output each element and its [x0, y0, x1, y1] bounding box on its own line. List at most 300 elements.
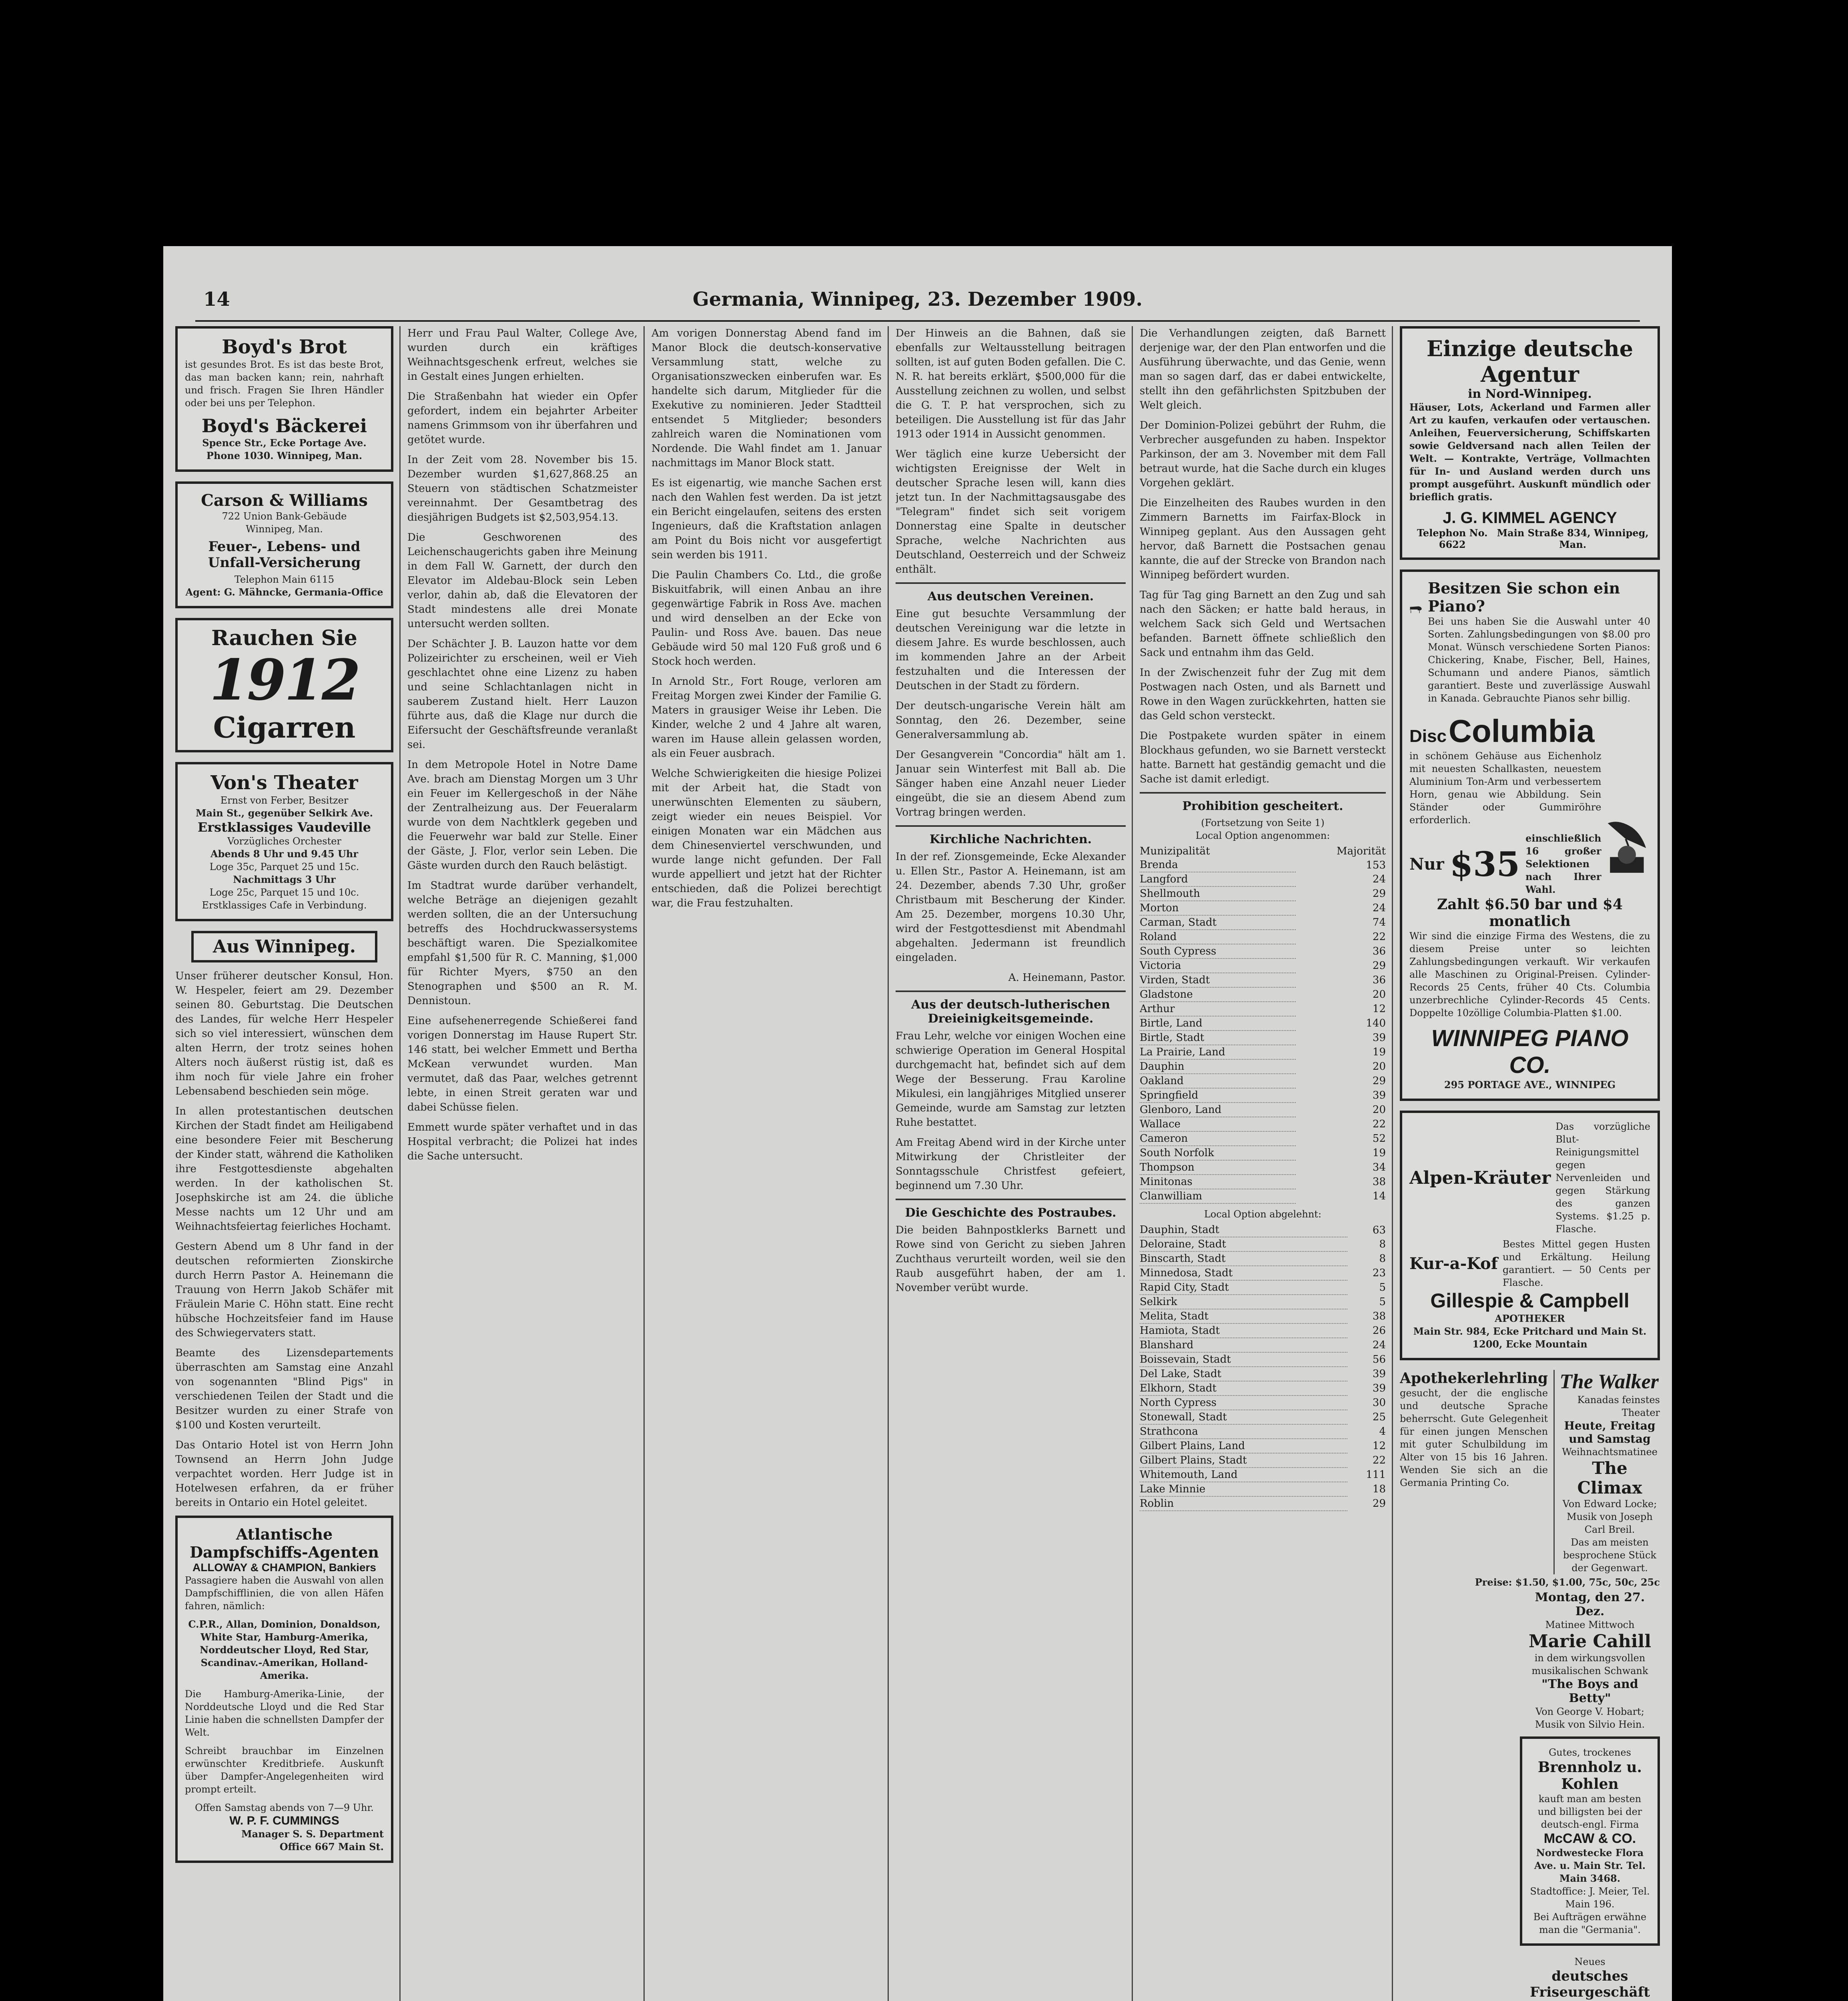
rejected-table-body: [1140, 1223, 1386, 1511]
boyd-address: Spence Str., Ecke Portage Ave.: [202, 437, 367, 449]
majority-cell: 19: [1372, 1046, 1386, 1058]
news-paragraph: Die Einzelheiten des Raubes wurden in den Zimmern Barnetts im Fairfax-Block in Winnipeg geplant. Aus den Aussagen geht hervor, daß Barnett die Postsachen genau kannte, die auf der Strecke von Brandon nach Winnipeg befördert wurden.: [1140, 497, 1386, 581]
cigar-heading: Rauchen Sie: [211, 626, 357, 650]
vons-vaudeville: Erstklassiges Vaudeville: [197, 820, 371, 835]
table-row: [1140, 1059, 1386, 1074]
majority-cell: 12: [1372, 1440, 1386, 1452]
news-paragraph: Der Dominion-Polizei gebührt der Ruhm, die Verbrecher ausgefunden zu haben. Inspektor Parkinson, der am 3. November mit dem Fall betraut wurde, hat die Sache durch ein kluges Vorgehen geklärt.: [1140, 419, 1386, 489]
column-divider: [888, 326, 889, 2001]
majority-cell: 24: [1372, 1339, 1386, 1351]
vons-matinee: Nachmittags 3 Uhr: [233, 874, 336, 885]
columbia-text-2: Wir sind die einzige Firma des Westens, die zu diesem Preise unter so leichten Zahlungsbedingungen verkauft. Wir verkaufen alle Maschinen zu Original-Preisen. Cylinder-Records 25 Cents, früher 40 Cts. Columbia unzerbrechliche Cylinder-Records 45 Cents. Doppelte 10zöllige Columbia-Platten $1.00.: [1409, 930, 1650, 1019]
table-row: [1140, 1482, 1386, 1496]
walker-author: Von Edward Locke; Musik von Joseph Carl Breil.: [1562, 1498, 1657, 1535]
majority-cell: 111: [1366, 1469, 1386, 1481]
vons-title: Von's Theater: [210, 772, 358, 794]
municipality-cell: Roland: [1140, 930, 1296, 944]
majority-cell: 8: [1379, 1238, 1386, 1250]
majority-cell: 26: [1372, 1325, 1386, 1337]
majority-cell: 22: [1372, 931, 1386, 943]
walker-program: Weihnachtsmatinee: [1562, 1446, 1658, 1458]
mccaw-ad: [1520, 1736, 1660, 1946]
adopted-table-body: [1140, 858, 1386, 1203]
municipality-cell: Springfield: [1140, 1088, 1296, 1103]
news-paragraph: Der deutsch-ungarische Verein hält am Sonntag, den 26. Dezember, seine Generalversammlung ab.: [896, 700, 1126, 741]
table-row: [1140, 1280, 1386, 1295]
table-row: [1140, 987, 1386, 1002]
table-row: [1140, 886, 1386, 901]
walker-subtitle: Kanadas feinstes Theater: [1577, 1394, 1660, 1418]
news-paragraph: In allen protestantischen deutschen Kirchen der Stadt findet am Heiligabend eine besondere Feier mit Bescherung der Kinder statt, während die Katholiken ihre Festgottesdienste abgehalten werden. In der katholischen St. Josephskirche ist am 24. die übliche Messe nachts um 12 Uhr und am Weihnachtsfeiertag feierliches Hochamt.: [175, 1105, 393, 1233]
vons-times: Abends 8 Uhr und 9.45 Uhr: [210, 848, 359, 860]
news-paragraph: Der Gesangverein "Concordia" hält am 1. Januar sein Winterfest mit Ball ab. Die Sänger haben eine Anzahl neuer Lieder eingeübt, die sie an diesem Abend zum Vortrag bringen werden.: [896, 749, 1126, 818]
cigar-label: Cigarren: [213, 710, 356, 744]
section-rule: [896, 582, 1126, 584]
vons-theater-ad: [175, 762, 393, 921]
mccaw-text: kauft man am besten und billigsten bei der deutsch-engl. Firma: [1537, 1793, 1642, 1830]
table-row: [1140, 1117, 1386, 1131]
section-rule: [896, 1199, 1126, 1200]
section-heading: Aus der deutsch-lutherischen Dreieinigkeitsgemeinde.: [911, 998, 1110, 1026]
municipality-cell: Langford: [1140, 872, 1296, 886]
municipality-cell: Birtle, Land: [1140, 1016, 1296, 1031]
walker-next-block: [1520, 1590, 1660, 1731]
municipality-cell: Cameron: [1140, 1131, 1296, 1146]
table-row: [1140, 1395, 1386, 1410]
table-row: [1140, 1189, 1386, 1203]
atl-open: Offen Samstag abends von 7—9 Uhr.: [195, 1802, 374, 1813]
majority-cell: 38: [1372, 1176, 1386, 1188]
section-heading: Die Geschichte des Postraubes.: [905, 1206, 1116, 1220]
majority-cell: 39: [1372, 1032, 1386, 1044]
prohibition-subtitle: (Fortsetzung von Seite 1): [1201, 817, 1325, 828]
news-paragraph: Beamte des Lizensdepartements überraschten am Samstag eine Anzahl von sogenannten "Blind Pigs" in verschiedenen Teilen der Stadt und die Besitzer wurden zu einer Strafe von $100 und Kosten verurteilt.: [175, 1347, 393, 1431]
news-paragraph: In Arnold Str., Fort Rouge, verloren am Freitag Morgen zwei Kinder der Familie G. Maters in grausiger Weise ihr Leben. Die Kinder, welche 2 und 4 Jahre alt waren, waren im Hause allein gelassen worden, als ein Feuer ausbrach.: [651, 676, 882, 760]
news-paragraph: Die Geschworenen des Leichenschaugerichts gaben ihre Meinung in dem Fall W. Garnett, der durch den Elevator im Aldebau-Block sein Leben verlor, dahin ab, daß die Elevatoren der Stadt mindestens alle drei Monate untersucht werden sollten.: [407, 531, 637, 630]
carson-heading: Feuer-, Lebens- und Unfall-Versicherung: [208, 539, 361, 571]
news-paragraph: Es ist eigenartig, wie manche Sachen erst nach den Wahlen fest werden. Da ist jetzt ein Bericht eingelaufen, seitens des ersten Ingenieurs, daß die Kraftstation anlagen am Point du Bois nicht vor ausgefertigt sein werden bis 1911.: [651, 477, 882, 561]
municipality-cell: Strathcona: [1140, 1424, 1347, 1439]
columbia-brand: [1409, 713, 1601, 750]
atl-manager: Manager S. S. Department: [241, 1828, 384, 1840]
municipality-cell: Morton: [1140, 901, 1296, 915]
table-row: [1140, 1223, 1386, 1237]
grand-piano-icon: [1409, 579, 1422, 639]
walker-days: Heute, Freitag und Samstag: [1564, 1419, 1656, 1446]
municipality-cell: Blanshard: [1140, 1338, 1347, 1352]
column-divider: [1132, 326, 1133, 2001]
news-paragraph: Die Straßenbahn hat wieder ein Opfer gefordert, indem ein bejahrter Arbeiter namens Grimmsom von ihr überfahren und getötet wurde.: [407, 391, 637, 446]
section-rule: [896, 825, 1126, 827]
municipality-cell: Rapid City, Stadt: [1140, 1280, 1347, 1295]
kimmel-address: Main Straße 834, Winnipeg, Man.: [1497, 527, 1649, 550]
municipality-cell: South Norfolk: [1140, 1146, 1296, 1160]
table-row: [1140, 1439, 1386, 1453]
signature: A. Heinemann, Pastor.: [1008, 972, 1126, 984]
page-number: 14: [203, 288, 230, 311]
table-row: [1140, 1468, 1386, 1482]
walker-show: The Climax: [1577, 1458, 1642, 1498]
table-row: [1140, 1424, 1386, 1439]
aus-winnipeg-heading-box: [191, 931, 377, 962]
municipality-cell: Stonewall, Stadt: [1140, 1410, 1347, 1424]
kurakof-text: Bestes Mittel gegen Husten und Erkältung. Heilung garantiert. — 50 Cents per Flasche.: [1502, 1239, 1650, 1288]
table-row: [1140, 1367, 1386, 1381]
majority-cell: 18: [1372, 1483, 1386, 1495]
gramophone-icon: [1605, 800, 1650, 896]
table-row: [1140, 1160, 1386, 1175]
table-header-row: [1140, 844, 1386, 858]
price-prefix: Nur: [1409, 854, 1444, 874]
table-row: [1140, 944, 1386, 958]
boyd-phone: Phone 1030. Winnipeg, Man.: [206, 450, 363, 461]
municipality-cell: Glenboro, Land: [1140, 1103, 1296, 1117]
municipality-cell: Boissevain, Stadt: [1140, 1352, 1347, 1367]
vons-orchestra: Vorzügliches Orchester: [227, 836, 341, 847]
table-row: [1140, 1323, 1386, 1338]
vons-owner: Ernst von Ferber, Besitzer: [220, 795, 349, 806]
municipality-cell: Carman, Stadt: [1140, 915, 1296, 930]
municipality-cell: North Cypress: [1140, 1395, 1347, 1410]
alpen-text: Das vorzügliche Blut-Reinigungsmittel gegen Nervenleiden und gegen Stärkung des ganzen Systems. $1.25 p. Flasche.: [1555, 1121, 1650, 1235]
aus-winnipeg-title: Aus Winnipeg.: [212, 936, 356, 957]
table-row: [1140, 1175, 1386, 1189]
vons-prices: Loge 35c, Parquet 25 und 15c.: [209, 861, 359, 872]
walker-next: Montag, den 27. Dez.: [1535, 1590, 1645, 1618]
vons-address: Main St., gegenüber Selkirk Ave.: [196, 807, 373, 819]
news-paragraph: Herr und Frau Paul Walter, College Ave, wurden durch ein kräftiges Weihnachtsgeschenk erfreut, welches sie in Gestalt eines Jungen erhielten.: [407, 327, 637, 383]
majority-cell: 20: [1372, 1061, 1386, 1073]
atl-bills: Schreibt brauchbar im Einzelnen erwünschter Kreditbriefe. Auskunft über Dampfer-Angelegenheiten wird prompt erteilt.: [185, 1745, 384, 1795]
news-paragraph: Frau Lehr, welche vor einigen Wochen eine schwierige Operation im General Hospital durchgemacht hat, befindet sich auf dem Wege der Besserung. Frau Karoline Mikulesi, ein langjähriges Mitglied unserer Gemeinde, wurde am Samstag zur letzten Ruhe bestattet.: [896, 1030, 1126, 1129]
majority-cell: 5: [1379, 1281, 1386, 1293]
vons-matinee-prices: Loge 25c, Parquet 15 und 10c.: [209, 887, 359, 898]
adopted-table: [1140, 844, 1386, 1204]
walker-play: "The Boys and Betty": [1541, 1677, 1638, 1705]
kimmel-agency-ad: [1400, 326, 1660, 560]
majority-cell: 12: [1372, 1003, 1386, 1015]
header-rule: [195, 320, 1640, 322]
municipality-cell: Wallace: [1140, 1117, 1296, 1131]
municipality-cell: Brenda: [1140, 858, 1296, 872]
price-note: einschließlich 16 großer Selektionen nach Ihrer Wahl.: [1525, 832, 1601, 895]
winnipeg-piano-address: 295 PORTAGE AVE., WINNIPEG: [1444, 1079, 1616, 1091]
section-rule: [1140, 792, 1386, 794]
atl-text-2: Die Hamburg-Amerika-Linie, der Norddeutsche Lloyd und die Red Star Linie haben die schnellsten Dampfer der Welt.: [185, 1688, 384, 1738]
kimmel-contact: [1409, 527, 1650, 550]
column-6: [1400, 326, 1660, 2001]
table-row: [1140, 958, 1386, 973]
municipality-cell: South Cypress: [1140, 944, 1296, 958]
prohibition-adopted-heading: Local Option angenommen:: [1195, 830, 1330, 841]
municipality-cell: Gilbert Plains, Stadt: [1140, 1453, 1347, 1468]
municipality-cell: Dauphin, Stadt: [1140, 1223, 1347, 1237]
kimmel-subtitle: in Nord-Winnipeg.: [1468, 387, 1592, 401]
table-row: [1140, 915, 1386, 930]
section-heading: Kirchliche Nachrichten.: [929, 832, 1092, 846]
municipality-cell: Del Lake, Stadt: [1140, 1367, 1347, 1381]
columbia-terms: Zahlt $6.50 bar und $4 monatlich: [1437, 896, 1623, 930]
news-paragraph: Die beiden Bahnpostklerks Barnett und Rowe sind von Gericht zu sieben Jahren Zuchthaus verurteilt worden, weil sie den Raub ausgeführt haben, der am 1. November verübt wurde.: [896, 1224, 1126, 1294]
boyd-name: Boyd's Bäckerei: [201, 415, 367, 437]
majority-cell: 52: [1372, 1133, 1386, 1145]
majority-cell: 4: [1379, 1426, 1386, 1438]
gillespie-name: Gillespie & Campbell: [1430, 1289, 1630, 1312]
gillespie-ad: [1400, 1111, 1660, 1360]
majority-cell: 5: [1379, 1296, 1386, 1308]
majority-cell: 153: [1366, 859, 1386, 871]
majority-cell: 24: [1372, 873, 1386, 885]
table-row: [1140, 973, 1386, 987]
friseur-title: deutsches Friseurgeschäft: [1529, 1968, 1650, 2000]
table-row: [1140, 1131, 1386, 1146]
municipality-cell: Gladstone: [1140, 987, 1296, 1002]
carson-agent: Agent: G. Mähncke, Germania-Office: [185, 586, 383, 598]
news-paragraph: Emmett wurde später verhaftet und in das Hospital verbracht; die Polizei hat indes die Sache untersucht.: [407, 1121, 637, 1162]
columbia-row: [1409, 713, 1650, 896]
municipality-cell: La Prairie, Land: [1140, 1045, 1296, 1059]
news-paragraph: Welche Schwierigkeiten die hiesige Polizei mit der Arbeit hat, die Stadt von unerwünschten Elementen zu säubern, zeigt wieder ein neues Beispiel. Vor einigen Monaten war ein Mädchen aus dem Chinesenviertel verschwunden, und wurde lange nicht gefunden. Der Fall wurde appelliert und jetzt hat der Richter entschieden, daß die Polizei berechtigt war, die Frau festzuhalten.: [651, 768, 882, 909]
majority-cell: 23: [1372, 1267, 1386, 1279]
mccaw-pre: Gutes, trockenes: [1549, 1747, 1631, 1758]
table-row: [1140, 1381, 1386, 1395]
majority-cell: 39: [1372, 1089, 1386, 1101]
news-paragraph: Der Hinweis an die Bahnen, daß sie ebenfalls zur Weltausstellung beitragen sollten, ist auf guten Boden gefallen. Die C. N. R. hat bereits erklärt, $500,000 für die Ausstellung zeichnen zu wollen, und selbst die G. T. P. hat versprochen, sich zu beteiligen. Die Ausstellung ist für das Jahr 1913 oder 1914 in Aussicht genommen.: [896, 327, 1126, 440]
kurakof-row: [1409, 1238, 1650, 1289]
majority-cell: 14: [1372, 1190, 1386, 1202]
rejected-table: [1140, 1223, 1386, 1511]
col-header-majority: Majorität: [1337, 845, 1386, 857]
carson-name: Carson & Williams: [201, 491, 368, 510]
news-paragraph: In der Zwischenzeit fuhr der Zug mit dem Postwagen nach Osten, und als Barnett und Rowe in den Wagen zurückkehrten, hatten sie das Geld schon versteckt.: [1140, 667, 1386, 722]
municipality-cell: Binscarth, Stadt: [1140, 1251, 1347, 1266]
mccaw-address: Nordwestecke Flora Ave. u. Main Str. Tel. Main 3468.: [1534, 1847, 1646, 1884]
municipality-cell: Minitonas: [1140, 1175, 1296, 1189]
section-rule: [896, 990, 1126, 992]
section-heading: Aus deutschen Vereinen.: [927, 589, 1094, 604]
table-row: [1140, 1002, 1386, 1016]
municipality-cell: Shellmouth: [1140, 886, 1296, 901]
walker-note: Das am meisten besprochene Stück der Gegenwart.: [1563, 1537, 1657, 1574]
majority-cell: 20: [1372, 1104, 1386, 1116]
atl-firm: ALLOWAY & CHAMPION, Bankiers: [192, 1561, 376, 1574]
walker-theatre-ad: [1553, 1370, 1660, 1574]
majority-cell: 8: [1379, 1253, 1386, 1265]
kimmel-title: Einzige deutsche Agentur: [1426, 336, 1634, 387]
majority-cell: 24: [1372, 902, 1386, 914]
carson-address-2: Winnipeg, Man.: [246, 523, 323, 535]
majority-cell: 38: [1372, 1310, 1386, 1322]
majority-cell: 25: [1372, 1411, 1386, 1423]
majority-cell: 39: [1372, 1382, 1386, 1394]
municipality-cell: Minnedosa, Stadt: [1140, 1266, 1347, 1280]
kurakof-title: Kur-a-Kof: [1409, 1254, 1498, 1273]
municipality-cell: Birtle, Stadt: [1140, 1031, 1296, 1045]
friseur-ad: [1520, 1955, 1660, 2001]
column-divider: [643, 326, 645, 2001]
news-paragraph: In dem Metropole Hotel in Notre Dame Ave. brach am Dienstag Morgen um 3 Uhr ein Feuer im Kellergeschoß in der Nähe der Zentralheizung aus. Der Feueralarm wurde von dem Nachtklerk gegeben und die Feuerwehr war bald zur Stelle. Einer der Gäste, J. Flor, verlor sein Leben. Die Gäste wurden durch den Rauch belästigt.: [407, 759, 637, 872]
kimmel-phone: Telephon No. 6622: [1417, 527, 1488, 550]
majority-cell: 34: [1372, 1161, 1386, 1173]
column-divider: [1392, 326, 1393, 2001]
table-row: [1140, 1031, 1386, 1045]
news-paragraph: Der Schächter J. B. Lauzon hatte vor dem Polizeirichter zu erscheinen, weil er Vieh geschlachtet ohne eine Lizenz zu haben und seine Schlachtanlagen nicht in sauberem Zustand hielt. Herr Lauzon führte aus, daß die Klage nur durch die Eifersucht der Geschäftsfreunde veranlaßt sei.: [407, 638, 637, 751]
majority-cell: 22: [1372, 1454, 1386, 1466]
column-5: [1140, 326, 1386, 2001]
price-row: [1409, 832, 1601, 896]
table-row: [1140, 1045, 1386, 1059]
municipality-cell: Virden, Stadt: [1140, 973, 1296, 987]
walker-next-matinee: Matinee Mittwoch: [1545, 1619, 1635, 1630]
majority-cell: 56: [1372, 1353, 1386, 1365]
news-paragraph: Gestern Abend um 8 Uhr fand in der deutschen reformierten Zionskirche durch Herrn Pastor A. Heinemann die Trauung von Herrn Jakob Schäfer mit Fräulein Marie C. Höhn statt. Eine recht hübsche Hochzeitsfeier fand im Hause des Schwiegervaters statt.: [175, 1241, 393, 1339]
majority-cell: 36: [1372, 945, 1386, 957]
majority-cell: 29: [1372, 1498, 1386, 1510]
news-paragraph: Am vorigen Donnerstag Abend fand im Manor Block die deutsch-konservative Versammlung statt, welche zu Organisationszwecken einberufen war. Es handelte sich darum, Mitglieder für die Exekutive zu nominieren. Jeder Stadtteil entsendet 5 Mitglieder; besonders zahlreich waren die Nominationen vom Nordende. Die Wahl findet am 1. Januar nachmittags im Manor Block statt.: [651, 327, 882, 469]
carson-address-1: 722 Union Bank-Gebäude: [222, 511, 347, 522]
table-row: [1140, 1103, 1386, 1117]
carson-phone: Telephon Main 6115: [234, 574, 335, 585]
municipality-cell: Gilbert Plains, Land: [1140, 1439, 1347, 1453]
kimmel-name: J. G. KIMMEL AGENCY: [1443, 509, 1617, 527]
majority-cell: 63: [1372, 1224, 1386, 1236]
majority-cell: 22: [1372, 1118, 1386, 1130]
municipality-cell: Roblin: [1140, 1496, 1347, 1511]
news-paragraph: Die Verhandlungen zeigten, daß Barnett derjenige war, der den Plan entworfen und die Ausführung überwachte, und das Genie, wenn man so sagen darf, das er dabei entwickelte, stellt ihn den gefährlichsten Spitzbuben der Welt gleich.: [1140, 327, 1386, 411]
walker-title: The Walker: [1559, 1370, 1659, 1393]
kimmel-text: Häuser, Lots, Ackerland und Farmen aller Art zu kaufen, verkaufen oder vertauschen. Anleihen, Feuerversicherung, Schiffskarten sowie Geldversand nach allen Teilen der Welt. — Kontrakte, Verträge, Vollmachten für In- und Ausland werden durch uns prompt ausgeführt. Auskunft mündlich oder brieflich gratis.: [1409, 401, 1650, 503]
prohibition-title: Prohibition gescheitert.: [1182, 799, 1343, 813]
news-paragraph: In der ref. Zionsgemeinde, Ecke Alexander u. Ellen Str., Pastor A. Heinemann, ist am 24. Dezember, abends 7.30 Uhr, großer Christbaum mit Bescherung der Kinder. Am 25. Dezember, morgens 10.30 Uhr, wird der Festgottesdienst mit Abendmahl abgehalten. Jedermann ist freundlich eingeladen.: [896, 851, 1126, 964]
mccaw-title: Brennholz u. Kohlen: [1537, 1759, 1642, 1792]
table-row: [1140, 1146, 1386, 1160]
municipality-cell: Hamiota, Stadt: [1140, 1323, 1347, 1338]
piano-columbia-ad: [1400, 569, 1660, 1101]
table-row: [1140, 1251, 1386, 1266]
majority-cell: 74: [1372, 916, 1386, 928]
col-header-municipality: Munizipalität: [1140, 845, 1210, 857]
table-row: [1140, 858, 1386, 872]
newspaper-page: [163, 246, 1672, 2001]
atl-office: Office 667 Main St.: [279, 1841, 384, 1853]
table-row: [1140, 930, 1386, 944]
columbia-prefix: Disc: [1409, 726, 1447, 746]
columbia-name: Columbia: [1449, 713, 1595, 749]
atl-lines: C.P.R., Allan, Dominion, Donaldson, White Star, Hamburg-Amerika, Norddeutscher Lloyd, Red Star, Scandinav.-Amerikan, Holland-Amerika.: [188, 1618, 381, 1681]
majority-cell: 140: [1366, 1017, 1386, 1029]
atlantic-shipping-ad: [175, 1516, 393, 1863]
majority-cell: 29: [1372, 888, 1386, 900]
majority-cell: 19: [1372, 1147, 1386, 1159]
table-row: [1140, 1453, 1386, 1468]
news-paragraph: Die Paulin Chambers Co. Ltd., die große Biskuitfabrik, will einen Anbau an ihre gegenwärtige Fabrik in Ross Ave. machen und wird denselben an der Ecke von Paulin- und Ross Ave. bauen. Das neue Gebäude wird 50 mal 120 Fuß groß und 6 Stock hoch werden.: [651, 569, 882, 668]
municipality-cell: Arthur: [1140, 1002, 1296, 1016]
table-row: [1140, 1410, 1386, 1424]
cigar-brand: 1912: [209, 648, 359, 713]
friseur-pre: Neues: [1574, 1956, 1605, 1967]
cigar-ad: [175, 618, 393, 752]
walker-prices: Preise: $1.50, $1.00, 75c, 50c, 25c: [1475, 1576, 1660, 1588]
apo-walker-row: [1400, 1370, 1660, 1574]
majority-cell: 39: [1372, 1368, 1386, 1380]
news-paragraph: Eine aufsehenerregende Schießerei fand vorigen Donnerstag im Hause Rupert Str. 146 statt, bei welcher Emmett und Bertha McKean verwundet wurden. Man vermutet, daß das Paar, welches getrennt lebte, in einen Streit geraten war und dabei Schüsse fielen.: [407, 1015, 637, 1113]
municipality-cell: Selkirk: [1140, 1295, 1347, 1309]
news-paragraph: Im Stadtrat wurde darüber verhandelt, welche Beträge an diejenigen gezahlt werden sollten, die an der Untersuchung betreffs des Hochdruckwassersystems beschäftigt waren. Die Spezialkomitee empfahl $1,500 für R. C. Manning, $1,000 für Richter Myers, $750 an den Stenographen und $500 an R. M. Dennistoun.: [407, 880, 637, 1007]
mccaw-office: Stadtoffice: J. Meier, Tel. Main 196.: [1530, 1886, 1650, 1910]
table-row: [1140, 1074, 1386, 1088]
municipality-cell: Deloraine, Stadt: [1140, 1237, 1347, 1251]
news-paragraph: Wer täglich eine kurze Uebersicht der wichtigsten Ereignisse der Welt in deutscher Sprache lesen will, kann dies jetzt tun. In der Nachmittagsausgabe des "Telegram" findet sich seit vorigem Donnerstag eine Spalte in deutscher Sprache, welche Nachrichten aus Deutschland, Oesterreich und der Schweiz enthält.: [896, 448, 1126, 575]
news-paragraph: Die Postpakete wurden später in einem Blockhaus gefunden, wo sie Barnett versteckt hatte. Barnett hat geständig gemacht und die Sache ist damit erledigt.: [1140, 730, 1386, 785]
alpen-title: Alpen-Kräuter: [1409, 1167, 1551, 1188]
walker-star: Marie Cahill: [1528, 1631, 1652, 1652]
table-row: [1140, 1237, 1386, 1251]
municipality-cell: Melita, Stadt: [1140, 1309, 1347, 1323]
municipality-cell: Elkhorn, Stadt: [1140, 1381, 1347, 1395]
atl-name: W. P. F. CUMMINGS: [229, 1814, 339, 1827]
masthead-title: Germania, Winnipeg, 23. Dezember 1909.: [692, 288, 1143, 311]
news-paragraph: In der Zeit vom 28. November bis 15. Dezember wurden $1,627,868.25 an Steuern von städtischen Schatzmeister vereinnahmt. Der Gesamtbetrag des diesjährigen Budgets ist $2,503,954.13.: [407, 454, 637, 523]
column-2: [407, 326, 637, 2001]
majority-cell: 29: [1372, 960, 1386, 972]
table-row: [1140, 1496, 1386, 1511]
piano-text: Bei uns haben Sie die Auswahl unter 40 Sorten. Zahlungsbedingungen von $8.00 pro Monat. Wünsch verschiedene Sorten Pianos: Chickering, Knabe, Fischer, Bell, Haines, Schumann und andere Pianos, sämtlich garantiert. Beste und zuverlässige Auswahl in Kanada. Gebrauchte Pianos sehr billig.: [1428, 616, 1650, 704]
gillespie-role: APOTHEKER: [1495, 1313, 1565, 1324]
boyd-title: Boyd's Brot: [222, 336, 347, 358]
piano-row: [1409, 579, 1650, 710]
municipality-cell: Clanwilliam: [1140, 1189, 1296, 1203]
majority-cell: 29: [1372, 1075, 1386, 1087]
walker-play-author: Von George V. Hobart; Musik von Silvio Hein.: [1535, 1706, 1645, 1730]
columbia-text: in schönem Gehäuse aus Eichenholz mit neuesten Schallkasten, neuestem Aluminium Ton-Arm und verbessertem Horn, genau wie Abbildung. Sein Ständer oder Gummiröhre erforderlich.: [1409, 750, 1601, 826]
vons-cafe: Erstklassiges Cafe in Verbindung.: [202, 900, 367, 911]
apo-text: gesucht, der die englische und deutsche Sprache beherrscht. Gute Gelegenheit für einen jungen Menschen mit guter Schulbildung im Alter von 15 bis 16 Jahren. Wenden Sie sich an die Germania Printing Co.: [1400, 1387, 1548, 1488]
news-paragraph: Tag für Tag ging Barnett an den Zug und sah nach den Säcken; er hatte bald heraus, in welchem Sack sich Geld und Wertsachen befanden. Barnett öffnete schließlich den Sack und entnahm ihm das Geld.: [1140, 589, 1386, 659]
column-1: [175, 326, 393, 2001]
majority-cell: 20: [1372, 988, 1386, 1000]
table-row: [1140, 1352, 1386, 1367]
alpen-row: [1409, 1120, 1650, 1235]
news-paragraph: Eine gut besuchte Versammlung der deutschen Vereinigung war die letzte in diesem Jahre. Es wurde beschlossen, auch im kommenden Jahre an der Arbeit festzuhalten und die Interessen der Deutschen in der Stadt zu fördern.: [896, 608, 1126, 692]
table-row: [1140, 1295, 1386, 1309]
table-row: [1140, 1088, 1386, 1103]
carson-ad: [175, 481, 393, 608]
municipality-cell: Thompson: [1140, 1160, 1296, 1175]
boyd-ad: [175, 326, 393, 472]
municipality-cell: Victoria: [1140, 958, 1296, 973]
price: $35: [1449, 844, 1520, 884]
walker-star-sub: in dem wirkungsvollen musikalischen Schwank: [1531, 1652, 1648, 1676]
piano-text-block: [1428, 579, 1650, 710]
atl-text: Passagiere haben die Auswahl von allen Dampfschifflinien, die von allen Häfen fahren, nämlich:: [185, 1575, 384, 1612]
news-paragraph: Am Freitag Abend wird in der Kirche unter Mitwirkung der Christleiter der Sonntagsschule Christfest gefeiert, beginnend um 7.30 Uhr.: [896, 1137, 1126, 1192]
apo-title: Apothekerlehrling: [1400, 1370, 1548, 1387]
gillespie-address: Main Str. 984, Ecke Pritchard und Main St. 1200, Ecke Mountain: [1413, 1325, 1647, 1350]
municipality-cell: Lake Minnie: [1140, 1482, 1347, 1496]
mccaw-note: Bei Aufträgen erwähne man die "Germania".: [1533, 1911, 1647, 1935]
apothecary-ad: [1400, 1370, 1548, 1574]
column-4: [896, 326, 1126, 2001]
atl-title: Atlantische Dampfschiffs-Agenten: [190, 1525, 379, 1561]
piano-title: Besitzen Sie schon ein Piano?: [1428, 579, 1620, 615]
majority-cell: 30: [1372, 1397, 1386, 1409]
columbia-text-block: [1409, 713, 1601, 896]
table-row: [1140, 1309, 1386, 1323]
table-row: [1140, 1266, 1386, 1280]
winnipeg-piano-block: [1409, 1025, 1650, 1091]
news-paragraph: Unser früherer deutscher Konsul, Hon. W. Hespeler, feiert am 29. Dezember seinen 80. Geburtstag. Die Deutschen des Landes, für welche Herr Hespeler sich so viel interessiert, wünschen dem alten Herrn, der trotz seines hohen Alters noch äußerst rüstig ist, daß es ihm noch für viele Jahre ein froher Lebensabend beschieden sein möge.: [175, 970, 393, 1097]
boyd-text: ist gesundes Brot. Es ist das beste Brot, das man backen kann; rein, nahrhaft und frisch. Fragen Sie Ihren Händler oder bei uns per Telephon.: [185, 359, 384, 409]
